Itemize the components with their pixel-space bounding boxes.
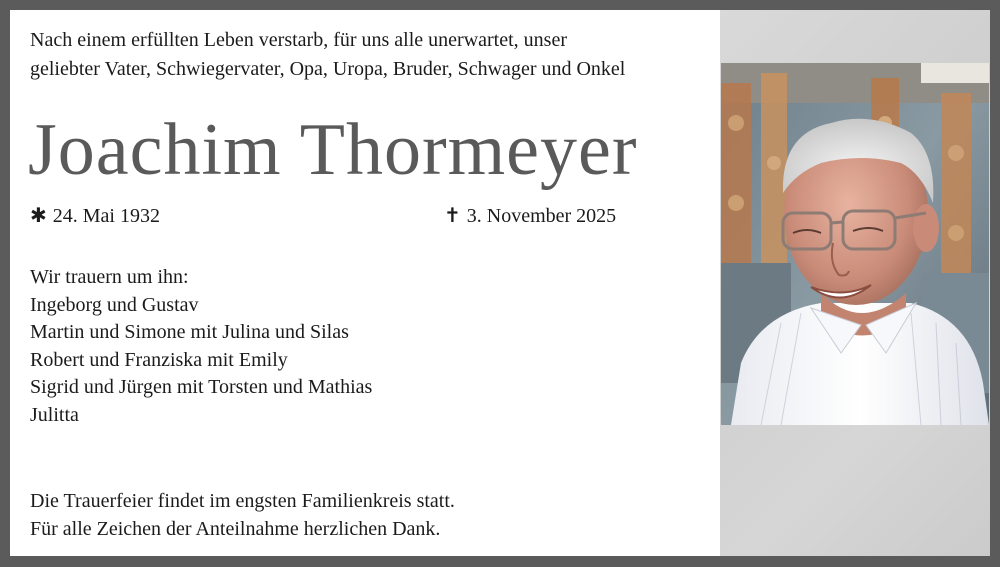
intro-line-1: Nach einem erfüllten Leben verstarb, für uns alle unerwartet, unser [30, 29, 567, 51]
intro-line-2: geliebter Vater, Schwiegervater, Opa, Uropa, Bruder, Schwager und Onkel [30, 58, 626, 80]
closing-line-1: Die Trauerfeier findet im engsten Familienkreis statt. [30, 490, 455, 512]
death-date-line [444, 203, 616, 228]
closing-text [30, 487, 455, 543]
portrait-photo [721, 63, 989, 425]
birth-date-line [30, 203, 160, 228]
intro-text [30, 26, 625, 84]
closing-line-2: Für alle Zeichen der Anteilnahme herzlichen Dank. [30, 518, 441, 540]
asterisk-birth-icon: ✱ [30, 203, 47, 227]
mourner-entry: Martin und Simone mit Julina und Silas [30, 321, 349, 343]
cross-death-icon: ✝ [444, 203, 461, 227]
mourner-entry: Robert und Franziska mit Emily [30, 348, 288, 371]
obituary-card [10, 10, 720, 556]
birth-date: 24. Mai 1932 [52, 205, 160, 227]
death-date: 3. November 2025 [466, 205, 617, 227]
mourner-entry: Sigrid und Jürgen mit Torsten und Mathias [30, 376, 373, 398]
deceased-name: Joachim Thormeyer [28, 109, 638, 191]
mourner-entry: Julitta [30, 403, 79, 426]
mourner-entry: Ingeborg und Gustav [30, 293, 199, 316]
mourners-heading: Wir trauern um ihn: [30, 266, 189, 288]
mourners-list [30, 264, 372, 429]
